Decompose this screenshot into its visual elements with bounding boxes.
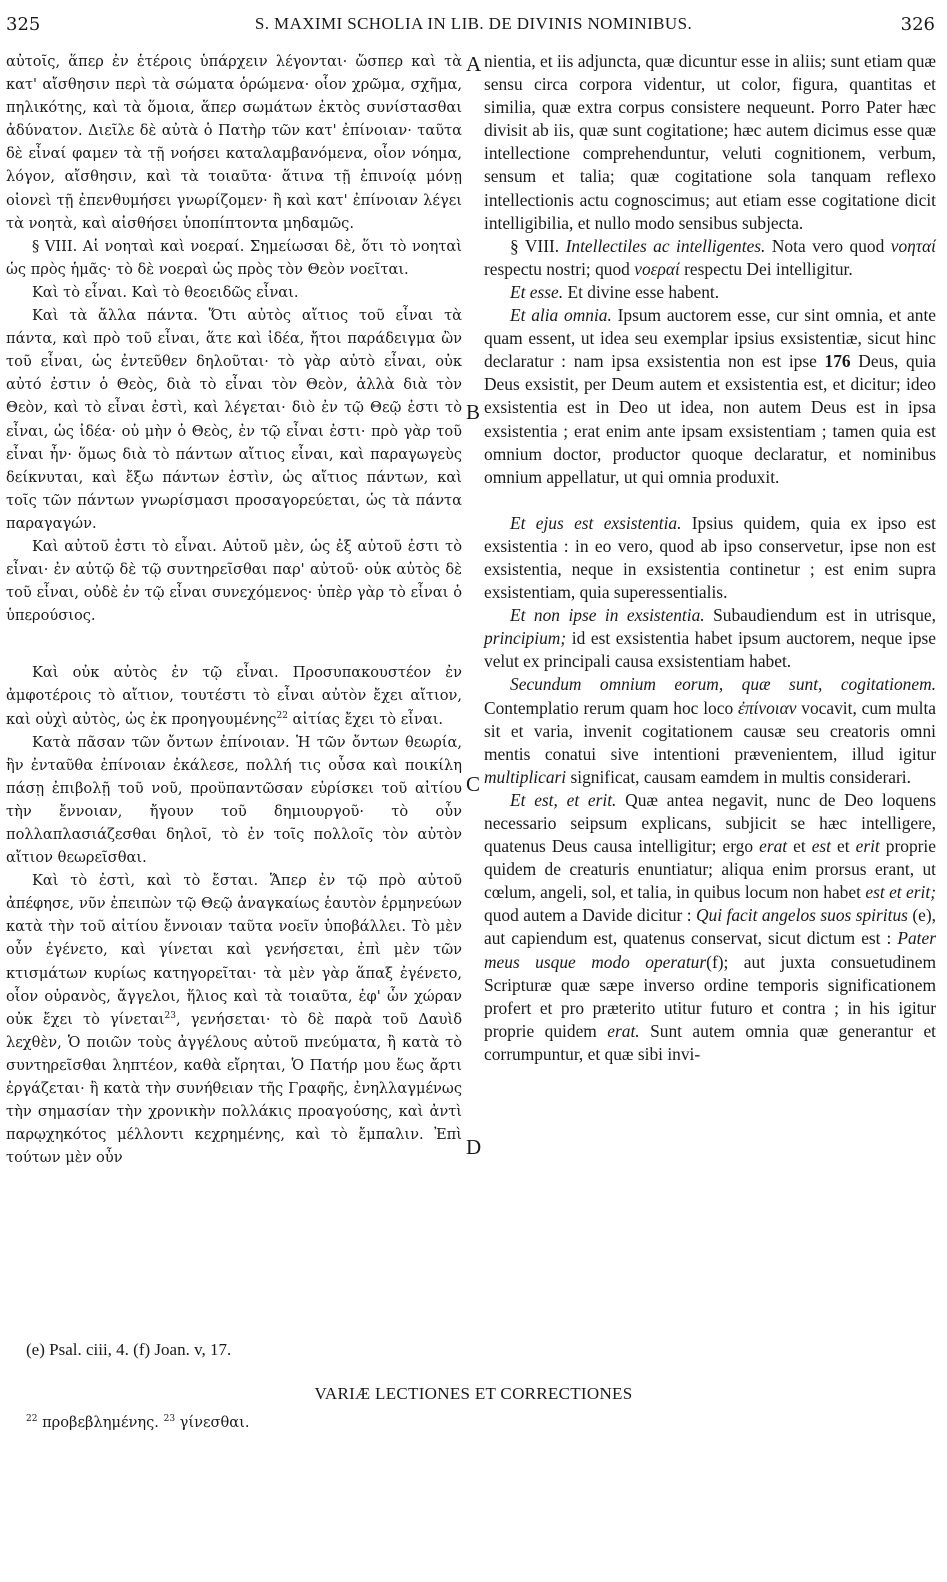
variae-lectiones-title: VARIÆ LECTIONES ET CORRECTIONES xyxy=(314,1384,633,1403)
running-header xyxy=(0,10,947,40)
footnote: (e) Psal. ciii, 4. (f) Joan. v, 17. xyxy=(26,1340,232,1359)
variant-number: 22 xyxy=(26,1414,38,1425)
latin-paragraph-8: Et est, et erit. Quæ antea negavit, nunc de Deo loquens necessario seipsum explicans, subjicit se hæc intelligere, quatenus Deus causa intelligitur; ergo erat et est et erit proprie quidem de creaturis enuntiatur; aliqua enim prorsus erant, ut cœlum, angeli, sol, et talia, in quibus locum non habet est et erit; quod autem a Davide dicitur : Qui facit angelos suos spiritus (e), aut capiendum est, quatenus conservat, sicut dictum est : Pater meus usque modo operatur(f); aut juxta consuetudinem Scripturæ quæ sæpe inverso ordine temporis significationem profert et pro præterito utitur futuro et contra ; in his igitur proprie quidem erat. Sunt autem omnia quæ generantur et corrumpuntur, et quæ sibi invi- xyxy=(484,789,937,1064)
greek-column xyxy=(6,50,462,1169)
greek-paragraph-5: Καὶ αὐτοῦ ἐστι τὸ εἶναι. Αὐτοῦ μὲν, ὡς ἐξ αὐτοῦ ἐστι τὸ εἶναι· ἐν αὐτῷ δὲ τῷ συντηρεῖσθαι παρ' αὐτοῦ· οὐκ αὐτὸς δὲ τοῦ εἶναι, οὐδὲ ἐν τῷ εἶναι συνεχόμενος· ὑπὲρ γὰρ τὸ εἶναι ὁ ὑπερούσιος. xyxy=(6,537,462,625)
greek-paragraph-8: Καὶ τὸ ἐστὶ, καὶ τὸ ἔσται. Ἅπερ ἐν τῷ πρὸ αὐτοῦ ἀπέφησε, νῦν ἐπειπὼν τῷ Θεῷ ἀναγκαίως ἑαυτὸν ἑρμηνεύων κατὰ τὴν τοῦ αἰτίου ἔννοιαν ταῦτα νοεῖν ὑποβάλλει. Τὸ μὲν οὖν ἐγένετο, καὶ γίνεται καὶ γενήσεται, ἐπὶ μὲν τῶν κτισμάτων κυρίως κατηγορεῖται· τὰ μὲν γὰρ ἅπαξ ἐγένετο, οἷον οὐρανὸς, ἄγγελοι, ἥλιος καὶ τὰ τοιαῦτα, ἐφ' ὧν χώραν οὐκ ἔχει τὸ γίνεται$^{23}$, γενήσεται· τὸ δὲ παρὰ τοῦ Δαυὶδ λεχθὲν, Ὁ ποιῶν τοὺς ἀγγέλους αὐτοῦ πνεύματα, ἢ κατὰ τὸ συντηρεῖσθαι ληπτέον, καθὰ εἴρηται, Ὁ Πατήρ μου ἕως ἄρτι ἐργάζεται· ἢ κατὰ τὴν συνήθειαν τῆς Γραφῆς, ἐνηλλαγμένως τὴν σημασίαν τὴν χρονικὴν πολλάκις προαγούσης, καὶ ἀντὶ παρῳχηκότος μέλλοντι κεχρημένης, καὶ τὸ ἔμπαλιν. Ἐπὶ τούτων μὲν οὖν xyxy=(6,872,462,1167)
latin-paragraph-6: Et non ipse in exsistentia. Subaudiendum est in utrisque, principium; id est exsistentia habet ipsum auctorem, neque ipse velut ex principali causa exsistentiam habet. xyxy=(484,605,936,672)
latin-paragraph-1: nientia, et iis adjuncta, quæ dicuntur esse in aliis; sunt etiam quæ sensu circa corpora videntur, ut color, figura, quantitas et similia, quæ extra corpus consistere nequeunt. Porro Pater hæc divisit ab iis, quæ sunt cogitatione; hæc autem dicimus esse quæ intellectione comprehenduntur, veluti cognitionem, verbum, sensum et talia; quæ cogitatione sola tanquam reflexo intellectionis actu cognoscimus; aut etiam esse cogitatione dicit intelligibilia, et nullo modo sensibus subjecta. xyxy=(484,51,936,233)
margin-letter-d: D xyxy=(466,1135,482,1159)
latin-column xyxy=(484,50,936,1066)
latin-paragraph-3: Et esse. Et divine esse habent. xyxy=(510,281,720,302)
greek-paragraph-3: Καὶ τὸ εἶναι. Καὶ τὸ θεοειδῶς εἶναι. xyxy=(32,283,299,301)
greek-paragraph-6: Καὶ οὐκ αὐτὸς ἐν τῷ εἶναι. Προσυπακουστέον ἐν ἀμφοτέροις τὸ αἴτιον, τουτέστι τὸ εἶναι αὐτὸν ἔχει αἴτιον, καὶ οὐχὶ αὐτὸς, ὡς ἐκ προηγουμένης$^{22}$ αἰτίας ἔχει τὸ εἶναι. xyxy=(6,664,462,728)
page-number-left: 325 xyxy=(6,14,41,35)
variant-ref-23: 23 xyxy=(164,1010,176,1021)
greek-paragraph-4: Καὶ τὰ ἄλλα πάντα. Ὅτι αὐτὸς αἴτιος τοῦ εἶναι τὰ πάντα, καὶ πρὸ τοῦ εἶναι, ἅτε καὶ ἰδέα, ἤτοι παράδειγμα ὢν τοῦ εἶναι, ὡς ἐντεῦθεν δηλοῦται· τὸ γὰρ αὐτὸ εἶναι, οὐκ αὐτό ἐστιν ὁ Θεὸς, διὰ τὸ εἶναι τὸν Θεὸν, ἀλλὰ διὰ τὸν Θεὸν, καὶ τὸ εἶναι ἐστὶ, καὶ λέγεται· διὸ ἐν τῷ Θεῷ ἐστι τὸ εἶναι, ὡς ἰδέα· οὐ μὴν ὁ Θεὸς, ἐν τῷ εἶναι ἐστι· πρὸ γὰρ τοῦ εἶναι ἦν· ὅμως διὰ τὸ πάντων αἴτιος εἶναι, καὶ παραγωγεὺς δείκνυται, καὶ ἔξω πάντων ἐστὶν, ὡς αἴτιος πάντων, καὶ τοῖς τῶν πάντων γνωρίσμασι προσαγορεύεται, ὡς τὰ πάντα παραγαγών. xyxy=(6,307,462,532)
greek-paragraph-7: Κατὰ πᾶσαν τῶν ὄντων ἐπίνοιαν. Ἡ τῶν ὄντων θεωρία, ἣν ἐνταῦθα ἐπίνοιαν ἐκάλεσε, πολλή τις οὖσα καὶ ποικίλη πάσῃ ἐπιβολῇ τοῦ νοῦ, προϋπαντῶσαν εὑρίσκει τοῦ αἰτίου τὴν ἔννοιαν, ἤγουν τοῦ δημιουργοῦ· τὸ οὖν πολλαπλασιάζεσθαι δηλοῖ, τὸ ἐν τοῖς πολλοῖς τὸν αὐτὸν αἴτιον θεωρεῖσθαι. xyxy=(6,733,462,867)
variant-number: 23 xyxy=(163,1414,176,1425)
page-number-right: 326 xyxy=(900,14,935,35)
latin-paragraph-5: Et ejus est exsistentia. Ipsius quidem, quia ex ipso est exsistentia : in eo vero, quod ab ipso conservetur, ipse non est exsistentia, neque in exsistentia continetur ; est enim supra exsistentiam, quia superessentialis. xyxy=(484,512,936,603)
variant-ref-22: 22 xyxy=(276,710,288,721)
column-number: 176 xyxy=(824,351,851,372)
running-head-title: S. MAXIMI SCHOLIA IN LIB. DE DIVINIS NOMINIBUS. xyxy=(254,14,693,33)
latin-paragraph-2: § VIII. Intellectiles ac intelligentes. Nota vero quod νοηταί respectu nostri; quod νοεραί respectu Dei intelligitur. xyxy=(484,235,936,279)
margin-letter-c: C xyxy=(466,772,481,796)
margin-letter-a: A xyxy=(466,52,482,76)
greek-paragraph-2: § VIII. Αἱ νοηταὶ καὶ νοεραί. Σημείωσαι δὲ, ὅτι τὸ νοηταὶ ὡς πρὸς ἡμᾶς· τὸ δὲ νοεραὶ ὡς πρὸς τὸν Θεὸν νοεῖται. xyxy=(6,237,462,278)
latin-paragraph-4: Et alia omnia. Ipsum auctorem esse, cur sint omnia, et ante quam essent, ut idea seu exemplar ipsius exsistentiæ, sicut hinc declaratur : nam ipsa exsistentia non est ipse 176 Deus, quia Deus exsistit, per Deum autem et exsistentia est, et dicitur; ideo exsistentia est in Deo ut idea, non autem Deus est in ipsa exsistentia ; erat enim ante ipsam exsistentiam ; tamen quia est omnium doctor, productor quoque declaratur, et nominibus omnium appellatur, ut qui omnia produxit. xyxy=(484,305,937,487)
latin-paragraph-7: Secundum omnium eorum, quæ sunt, cogitationem. Contemplatio rerum quam hoc loco ἐπίνοιαν vocavit, cum multa sit et varia, invenit cogitationem causæ seu creatoris omni mentis conatui sive intentioni prævenientem, illud igitur multiplicari significat, causam eamdem in multis considerari. xyxy=(484,674,936,787)
greek-paragraph-1: αὐτοῖς, ἅπερ ἐν ἑτέροις ὑπάρχειν λέγονται· ὥσπερ καὶ τὰ κατ' αἴσθησιν περὶ τὰ σώματα ὁρώμενα· οἷον χρῶμα, σχῆμα, πηλικότης, καὶ τὰ ὅμοια, ἅπερ σωμάτων ἐκτὸς συνίστασθαι ἀδύνατον. Διεῖλε δὲ αὐτὰ ὁ Πατὴρ τῶν κατ' ἐπίνοιαν· ταῦτα δὲ εἶναί φαμεν τὰ τῇ νοήσει καταλαμβανόμενα, οἷον νόημα, λόγον, αἴσθησιν, καὶ τὰ τοιαῦτα· ἅτινα τῇ ἐπινοίᾳ μόνῃ οἱονεὶ τῇ ἐπενθυμήσει γνωρίζομεν· ἢ καὶ κατ' ἐπίνοιαν λέγει τὰ νοητὰ, καὶ αἰσθήσει ὑποπίπτοντα μηδαμῶς. xyxy=(6,53,462,232)
variae-lectiones-notes: $^{22}$ προβεβλημένης. $^{23}$ γίνεσθαι. xyxy=(26,1414,250,1431)
margin-letter-b: B xyxy=(466,400,481,424)
